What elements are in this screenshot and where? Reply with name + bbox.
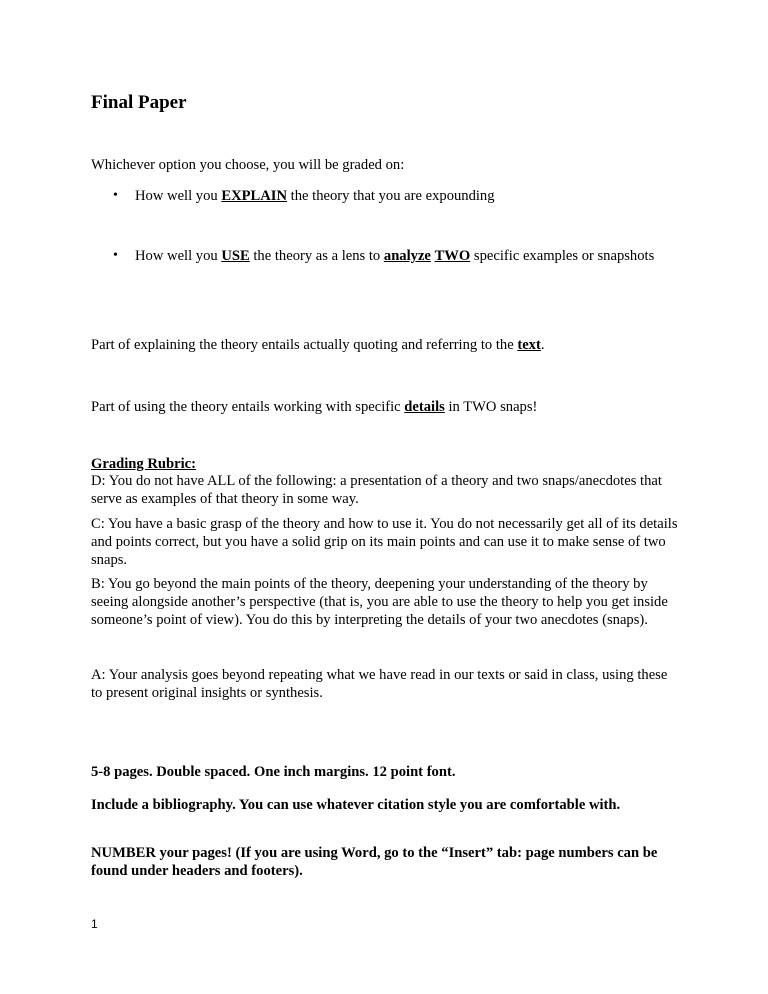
emphasis-two: TWO (434, 248, 471, 264)
use-paragraph: Part of using the theory entails working with specific details in TWO snaps! (91, 399, 538, 415)
requirement-numbering: NUMBER your pages! (If you are using Word, go to the “Insert” tab: page numbers can be found under headers and footers). (91, 845, 658, 879)
bullet-icon: • (113, 188, 118, 203)
bullet-item-explain: How well you EXPLAIN the theory that you are expounding (135, 188, 495, 204)
page-number: 1 (91, 917, 98, 931)
requirement-bibliography: Include a bibliography. You can use whatever citation style you are comfortable with. (91, 797, 621, 813)
explain-paragraph: Part of explaining the theory entails actually quoting and referring to the text. (91, 337, 545, 353)
emphasis-use: USE (221, 248, 250, 264)
bullet-icon: • (113, 248, 118, 263)
emphasis-text: text (517, 337, 541, 353)
rubric-grade-b: B: You go beyond the main points of the theory, deepening your understanding of the theory by seeing alongside another’s perspective (that is, you are able to use the theory to help you get inside someone’s point of view). You do this by interpreting the details of your two anecdotes (snaps). (91, 576, 668, 628)
rubric-heading: Grading Rubric: (91, 456, 196, 472)
bullet-item-use: How well you USE the theory as a lens to analyze TWO specific examples or snapshots (135, 248, 655, 264)
intro-text: Whichever option you choose, you will be graded on: (91, 157, 405, 173)
rubric-grade-c: C: You have a basic grasp of the theory and how to use it. You do not necessarily get all of its details and points correct, but you have a solid grip on its main points and can use it to make sense of two snaps. (91, 516, 678, 568)
emphasis-analyze: analyze (383, 248, 431, 264)
emphasis-explain: EXPLAIN (221, 188, 288, 204)
emphasis-details: details (404, 399, 445, 415)
requirement-length: 5-8 pages. Double spaced. One inch margins. 12 point font. (91, 764, 456, 780)
rubric-grade-d: D: You do not have ALL of the following: a presentation of a theory and two snaps/anecdotes that serve as examples of that theory in some way. (91, 473, 662, 507)
rubric-grade-a: A: Your analysis goes beyond repeating what we have read in our texts or said in class, using these to present original insights or synthesis. (91, 667, 668, 701)
page-title: Final Paper (91, 92, 187, 113)
